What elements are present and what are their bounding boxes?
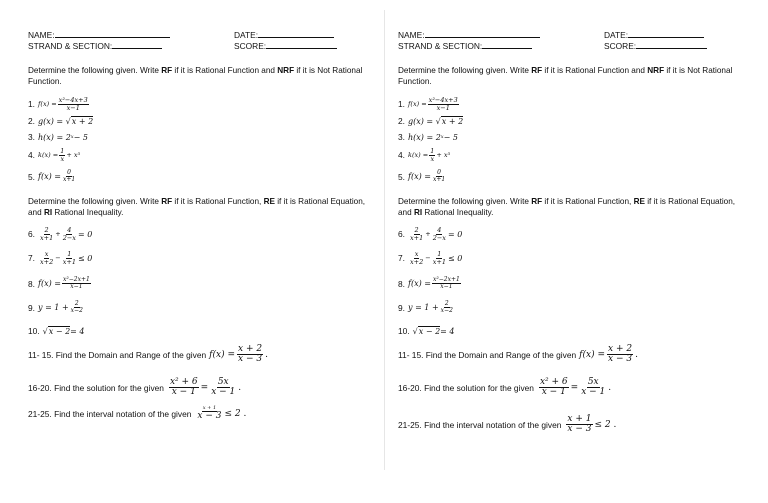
score-field xyxy=(234,40,337,51)
name-label: NAME: xyxy=(28,30,55,40)
date-line xyxy=(628,29,704,38)
expr-11-15: f(x) = $\frac{x + 2}{x - 3}$ . xyxy=(209,344,268,365)
date-field xyxy=(234,29,334,40)
strand-line xyxy=(482,40,532,49)
score-field xyxy=(604,40,707,51)
expr-1: f(x) = $\frac{\text{x²−4x+3}}{x-1}$ xyxy=(408,96,458,112)
item-2: 2. g(x) = √ x + 2 xyxy=(398,116,464,126)
strand-label: STRAND & SECTION: xyxy=(398,41,483,51)
date-label: DATE: xyxy=(604,30,629,40)
expr-7: $\frac{x}{x+2}$ − $\frac{1}{x+1}$ ≤ 0 xyxy=(40,250,93,266)
expr-7: $\frac{x}{x+2}$ − $\frac{1}{x+1}$ ≤ 0 xyxy=(410,250,463,266)
item-1: 1. f(x) = $\frac{\text{x²−4x+3}}{x-1}$ xyxy=(398,96,458,112)
expr-5: f(x) = $\frac{0}{x+1}$ xyxy=(38,169,76,184)
date-field xyxy=(604,29,704,40)
item-6: 6. $\frac{2}{x+1}$ + $\frac{4}{2-x}$ = 0 xyxy=(398,226,463,242)
question-21-25: 21-25. Find the interval notation of the given $\frac{x + 1}{x - 3}$ ≤ 2 . xyxy=(28,405,247,422)
expr-2: g(x) = √ x + 2 xyxy=(38,116,94,126)
expr-9: y = 1 + $\frac{2}{x-2}$ xyxy=(38,300,83,315)
name-field xyxy=(398,29,540,40)
item-2: 2. g(x) = √ x + 2 xyxy=(28,116,94,126)
expr-4: k(x) = $\frac{1}{x}$ + x³ xyxy=(38,147,81,163)
strand-label: STRAND & SECTION: xyxy=(28,41,113,51)
expr-1: f(x) = $\frac{\text{x²−4x+3}}{x-1}$ xyxy=(38,96,88,112)
expr-21-25: $\frac{x + 1}{x - 3}$ ≤ 2 . xyxy=(567,414,617,435)
item-7: 7. $\frac{x}{x+2}$ − $\frac{1}{x+1}$ ≤ 0 xyxy=(28,250,93,266)
item-4: 4. k(x) = $\frac{1}{x}$ + x³ xyxy=(398,147,451,163)
name-line xyxy=(55,29,170,38)
item-10: 10. √ x − 2 = 4 xyxy=(28,326,85,336)
expr-11-15: f(x) = $\frac{x + 2}{x - 3}$ . xyxy=(579,344,638,365)
expr-6: $\frac{2}{x+1}$ + $\frac{4}{2-x}$ = 0 xyxy=(410,226,463,242)
item-9: 9. y = 1 + $\frac{2}{x-2}$ xyxy=(28,300,83,315)
strand-field xyxy=(398,40,532,51)
question-11-15: 11- 15. Find the Domain and Range of the given f(x) = $\frac{x + 2}{x - 3}$ . xyxy=(28,344,268,365)
instruction-part1: Determine the following given. Write RF if it is Rational Function and NRF if it is Not Rational Function. xyxy=(398,66,733,86)
item-8: 8. f(x) = $\frac{\text{x²−2x+1}}{x-1}$ xyxy=(398,276,460,291)
question-16-20: 16-20. Find the solution for the given $\frac{\text{x² + 6}}{x - 1}$ = $\frac{5x}{x - 1}$ . xyxy=(28,377,242,398)
item-4: 4. k(x) = $\frac{1}{x}$ + x³ xyxy=(28,147,81,163)
item-7: 7. $\frac{x}{x+2}$ − $\frac{1}{x+1}$ ≤ 0 xyxy=(398,250,463,266)
score-label: SCORE: xyxy=(604,41,637,51)
expr-16-20: $\frac{\text{x² + 6}}{x - 1}$ = $\frac{5x}{x - 1}$ . xyxy=(169,377,242,398)
expr-6: $\frac{2}{x+1}$ + $\frac{4}{2-x}$ = 0 xyxy=(40,226,93,242)
strand-field xyxy=(28,40,162,51)
question-21-25: 21-25. Find the interval notation of the given $\frac{x + 1}{x - 3}$ ≤ 2 . xyxy=(398,414,617,435)
expr-5: f(x) = $\frac{0}{x+1}$ xyxy=(408,169,446,184)
expr-16-20: $\frac{\text{x² + 6}}{x - 1}$ = $\frac{5x}{x - 1}$ . xyxy=(539,377,612,398)
name-field xyxy=(28,29,170,40)
instruction-part1: Determine the following given. Write RF if it is Rational Function and NRF if it is Not Rational Function. xyxy=(28,66,363,86)
expr-8: f(x) = $\frac{\text{x²−2x+1}}{x-1}$ xyxy=(38,276,90,291)
score-label: SCORE: xyxy=(234,41,267,51)
score-line xyxy=(636,40,707,49)
expr-21-25: $\frac{x + 1}{x - 3}$ ≤ 2 . xyxy=(197,405,247,422)
expr-3: h(x) = 2 x − 5 xyxy=(38,132,88,142)
date-line xyxy=(258,29,334,38)
item-5: 5. f(x) = $\frac{0}{x+1}$ xyxy=(398,169,446,184)
item-6: 6. $\frac{2}{x+1}$ + $\frac{4}{2-x}$ = 0 xyxy=(28,226,93,242)
instruction-part2: Determine the following given. Write RF if it is Rational Function, RE if it is Rational Equation, and RI Rational Inequality. xyxy=(398,197,736,217)
name-label: NAME: xyxy=(398,30,425,40)
expr-10: √ x − 2 = 4 xyxy=(42,326,85,336)
worksheet-left xyxy=(28,0,398,503)
instruction-part2: Determine the following given. Write RF if it is Rational Function, RE if it is Rational Equation, and RI Rational Inequality. xyxy=(28,197,366,217)
expr-10: √ x − 2 = 4 xyxy=(412,326,455,336)
item-3: 3. h(x) = 2 x − 5 xyxy=(28,132,88,142)
expr-8: f(x) = $\frac{\text{x²−2x+1}}{x-1}$ xyxy=(408,276,460,291)
item-9: 9. y = 1 + $\frac{2}{x-2}$ xyxy=(398,300,453,315)
item-1: 1. f(x) = $\frac{\text{x²−4x+3}}{x-1}$ xyxy=(28,96,88,112)
worksheet-right xyxy=(398,0,768,503)
expr-9: y = 1 + $\frac{2}{x-2}$ xyxy=(408,300,453,315)
expr-2: g(x) = √ x + 2 xyxy=(408,116,464,126)
item-3: 3. h(x) = 2 x − 5 xyxy=(398,132,458,142)
strand-line xyxy=(112,40,162,49)
item-8: 8. f(x) = $\frac{\text{x²−2x+1}}{x-1}$ xyxy=(28,276,90,291)
question-11-15: 11- 15. Find the Domain and Range of the given f(x) = $\frac{x + 2}{x - 3}$ . xyxy=(398,344,638,365)
item-10: 10. √ x − 2 = 4 xyxy=(398,326,455,336)
question-16-20: 16-20. Find the solution for the given $\frac{\text{x² + 6}}{x - 1}$ = $\frac{5x}{x - 1}$ . xyxy=(398,377,612,398)
expr-4: k(x) = $\frac{1}{x}$ + x³ xyxy=(408,147,451,163)
date-label: DATE: xyxy=(234,30,259,40)
item-5: 5. f(x) = $\frac{0}{x+1}$ xyxy=(28,169,76,184)
expr-3: h(x) = 2 x − 5 xyxy=(408,132,458,142)
name-line xyxy=(425,29,540,38)
score-line xyxy=(266,40,337,49)
